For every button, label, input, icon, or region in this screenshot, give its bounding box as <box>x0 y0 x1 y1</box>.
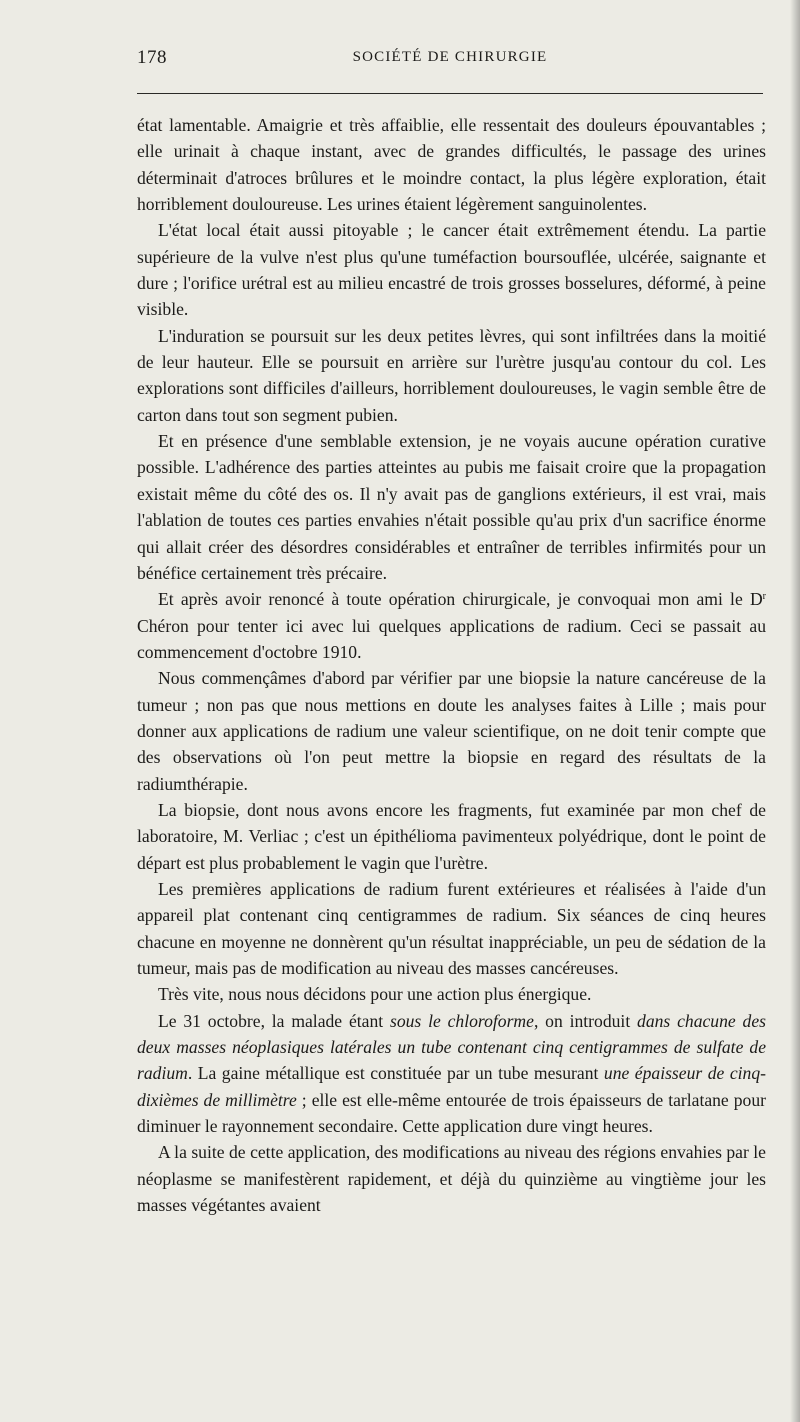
running-title: SOCIÉTÉ DE CHIRURGIE <box>352 49 548 65</box>
doctor-superscript: r <box>762 591 766 603</box>
paragraph-6: Nous commençâmes d'abord par vérifier par une biopsie la nature cancéreuse de la tumeur ; non pas que nous mettions en doute les analyses faites à Lille ; mais pour donner aux applications de radium une valeur scientifique, on ne doit tenir compte que des observations où l'on peut mettre la biopsie en regard des résultats de la radiumthérapie. <box>137 668 766 794</box>
paragraph-10-italic-1: sous le chloroforme <box>389 1010 534 1031</box>
paragraph-11: A la suite de cette application, des modifications au niveau des régions envahies par le néoplasme se manifestèrent rapidement, et déjà du quinzième au vingtième jour les masses végétantes avaient <box>137 1142 766 1216</box>
paragraph-1: état lamentable. Amaigrie et très affaiblie, elle ressentait des douleurs épouvantables ; elle urinait à chaque instant, avec de grandes difficultés, le passage des urines déterminait d'atroces brûlures et le moindre contact, la plus légère exploration, était horriblement douloureuse. Les urines étaient légèrement sanguinolentes. <box>137 115 766 215</box>
page-number: 178 <box>137 47 167 68</box>
paragraph-7: La biopsie, dont nous avons encore les fragments, fut examinée par mon chef de laboratoire, M. Verliac ; c'est un épithélioma pavimenteux polyédrique, dont le point de départ est plus probablement le vagin que l'urètre. <box>137 799 766 873</box>
paragraph-10-italic-3: une épaisseur de cinq-dixièmes de millimètre <box>137 1063 766 1110</box>
paragraph-2: L'état local était aussi pitoyable ; le cancer était extrêmement étendu. La partie supérieure de la vulve n'est plus qu'une tuméfaction boursouflée, ulcérée, saignante et dure ; l'orifice urétral est au milieu encastré de trois grosses bosselures, déformé, à peine visible. <box>137 220 766 320</box>
header-rule <box>137 93 763 94</box>
paragraph-5-part-2: Chéron pour tenter ici avec lui quelques applications de radium. Ceci se passait au commencement d'octobre 1910. <box>137 615 766 662</box>
paragraph-10-part-4: ; elle est elle-même entourée de trois épaisseurs de tarlatane pour diminuer le rayonnement secondaire. Cette application dure vingt heures. <box>137 1089 766 1137</box>
page-edge-shadow <box>790 0 800 1422</box>
paragraph-3: L'induration se poursuit sur les deux petites lèvres, qui sont infiltrées dans la moitié de leur hauteur. Elle se poursuit en arrière sur l'urètre jusqu'au contour du col. Les explorations sont difficiles d'ailleurs, horriblement douloureuses, le vagin semble être de carton dans tout son segment pubien. <box>137 325 766 425</box>
paragraph-10-italic-2: dans chacune des deux masses néoplasiques latérales un tube contenant cinq centigrammes de sulfate de radium <box>137 1010 766 1084</box>
paragraph-5 <box>137 586 766 665</box>
paragraph-10-part-1: Le 31 octobre, la malade étant <box>158 1010 390 1031</box>
paragraph-10-part-3: . La gaine métallique est constituée par un tube mesurant <box>187 1063 604 1084</box>
paragraph-10-part-2: , on introduit <box>533 1010 638 1031</box>
body-text <box>137 112 766 1218</box>
paragraph-9: Très vite, nous nous décidons pour une action plus énergique. <box>158 984 592 1005</box>
paragraph-10 <box>137 1008 766 1140</box>
paragraph-4: Et en présence d'une semblable extension, je ne voyais aucune opération curative possible. L'adhérence des parties atteintes au pubis me faisait croire que la propagation existait même du côté des os. Il n'y avait pas de ganglions extérieurs, il est vrai, mais l'ablation de toutes ces parties envahies n'était possible qu'au prix d'un sacrifice énorme qui allait créer des désordres considérables et entraîner de terribles infirmités pour un bénéfice certainement très précaire. <box>137 431 766 583</box>
paragraph-8: Les premières applications de radium furent extérieures et réalisées à l'aide d'un appareil plat contenant cinq centigrammes de radium. Six séances de cinq heures chacune en moyenne ne donnèrent qu'un résultat inappréciable, un peu de sédation de la tumeur, mais pas de modification au niveau des masses cancéreuses. <box>137 878 766 978</box>
page-header <box>137 47 763 77</box>
paragraph-5-part-1: Et après avoir renoncé à toute opération chirurgicale, je convoquai mon ami le D <box>158 589 763 610</box>
